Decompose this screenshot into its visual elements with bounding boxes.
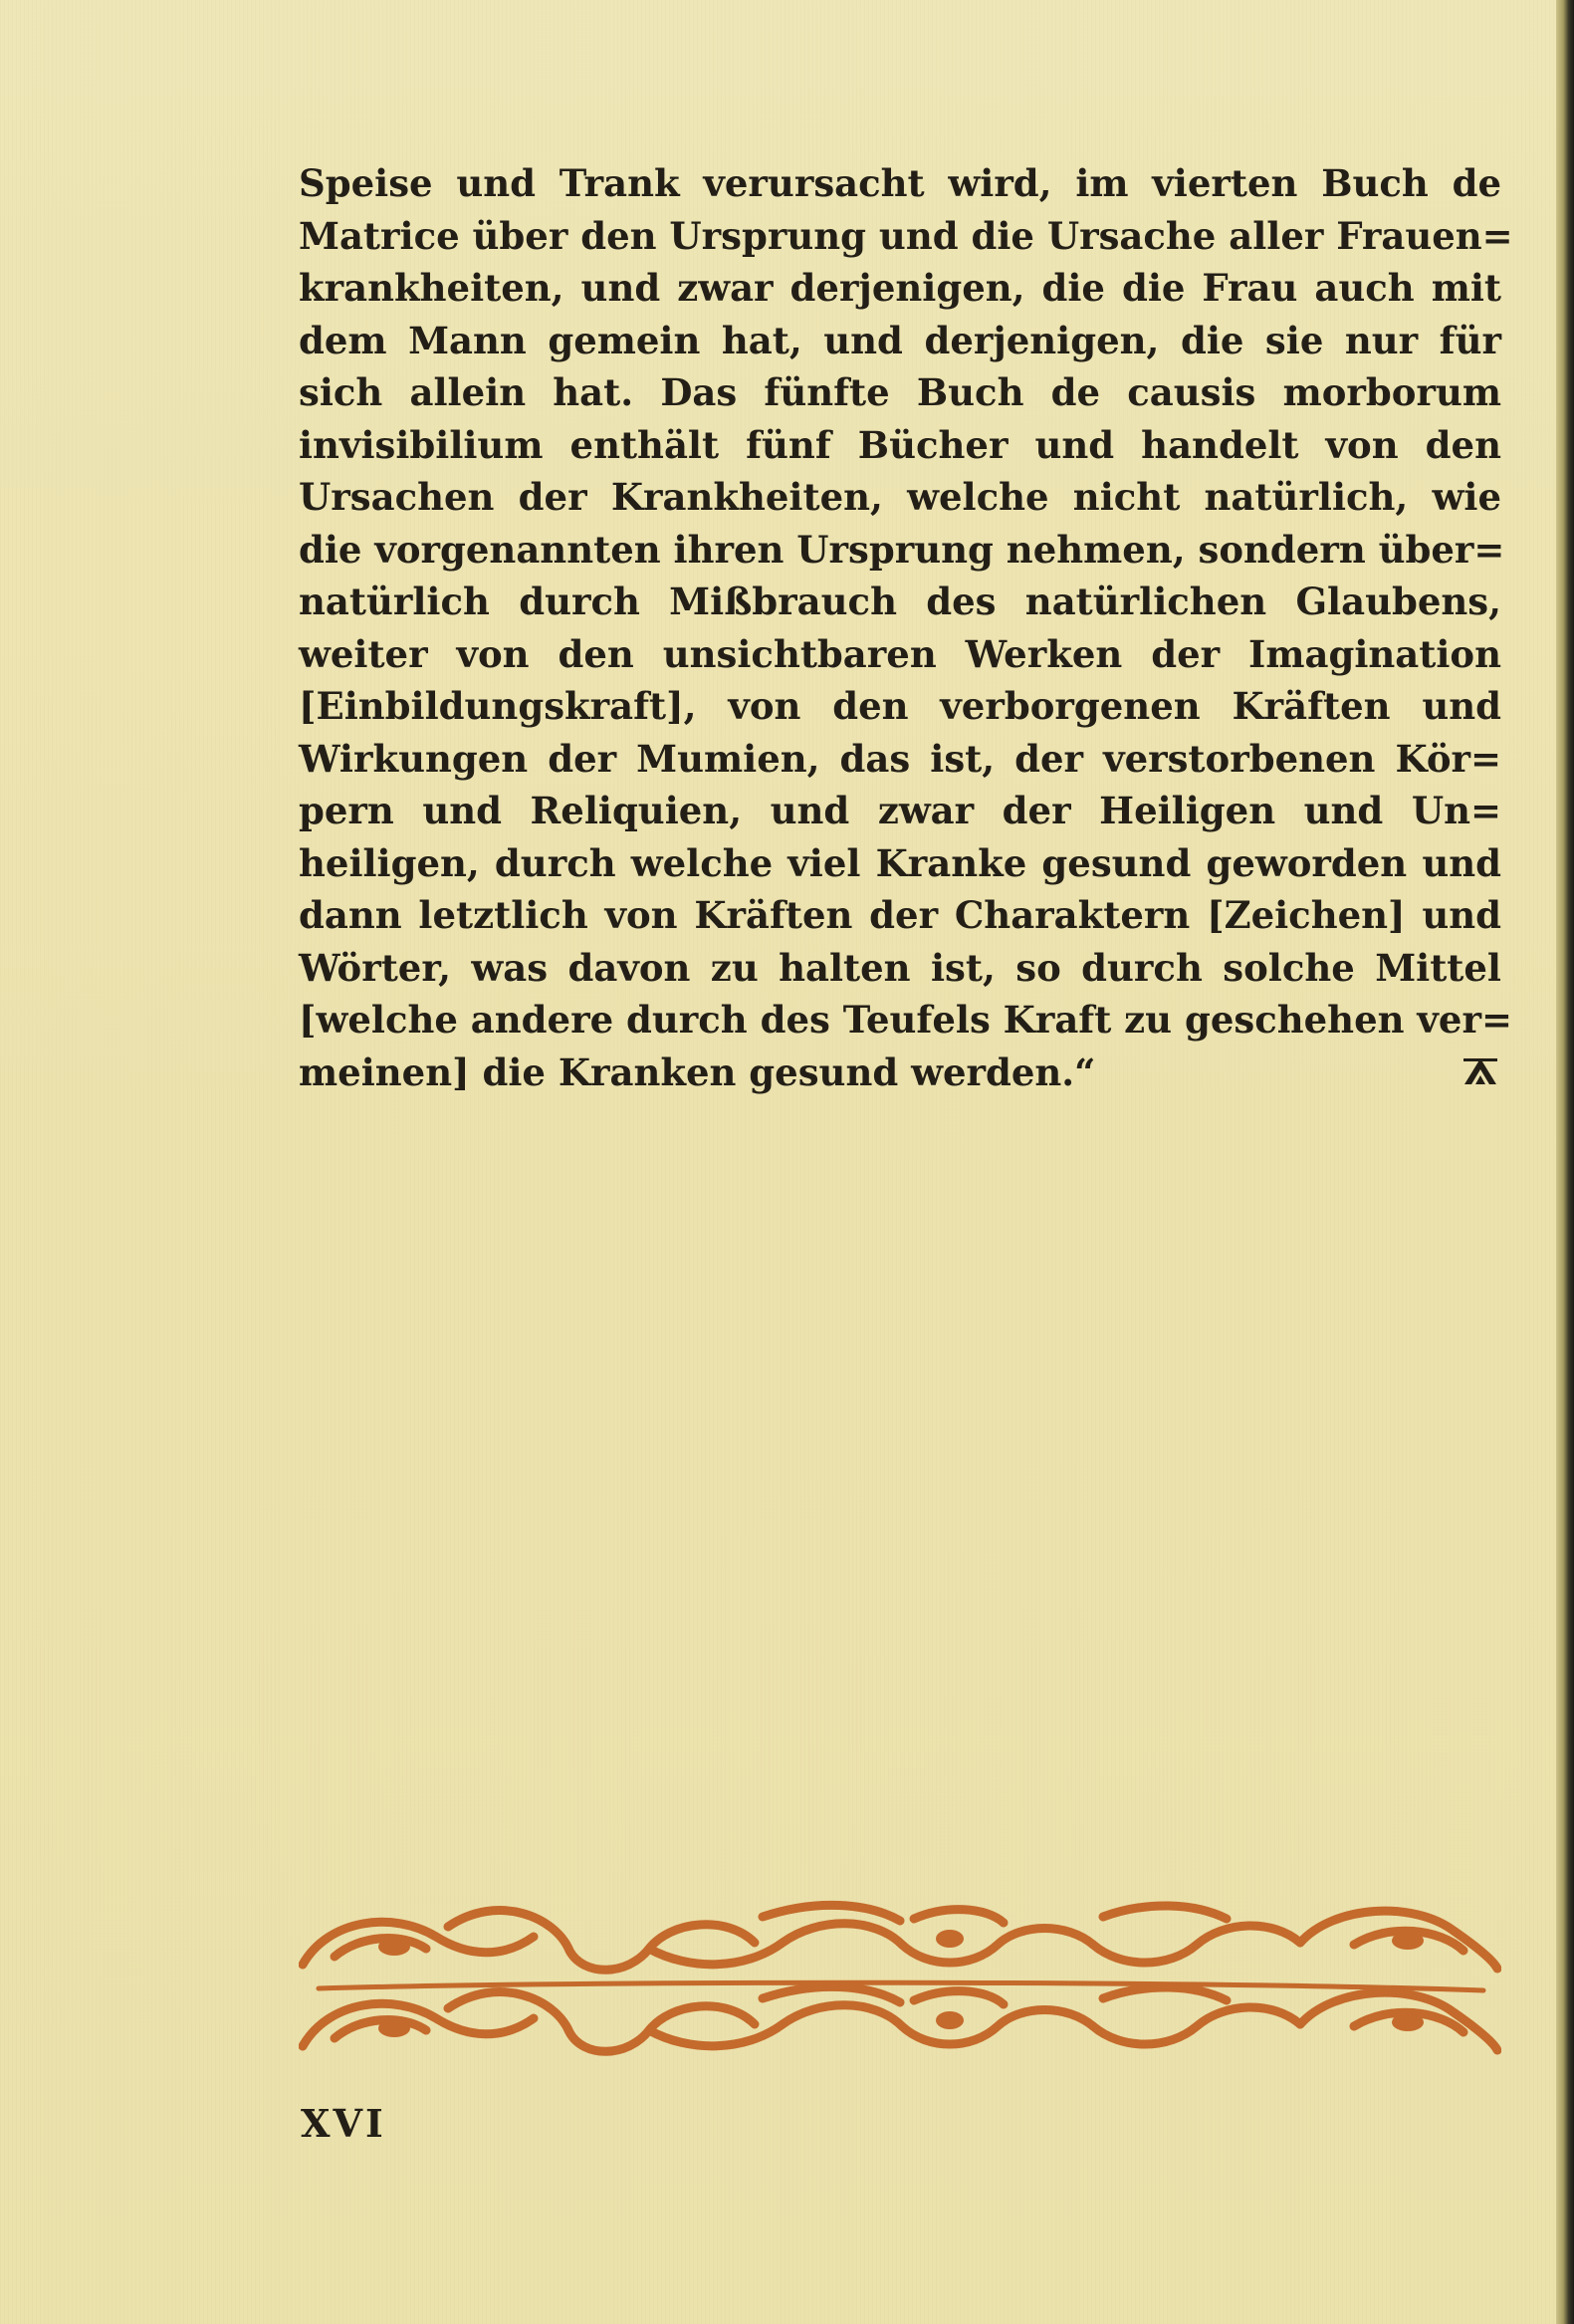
final-line-text: meinen] die Kranken gesund werden.“ [299, 1049, 1096, 1094]
text-line: [welche andere durch des Teufels Kraft zu geschehen ver= [299, 998, 1512, 1042]
printer-mark-icon [1463, 1056, 1497, 1086]
body-text [299, 157, 1513, 1098]
text-line: dann letztlich von Kräften der Charaktern [Zeichen] und [299, 893, 1501, 937]
text-line: sich allein hat. Das fünfte Buch de causis morborum [299, 370, 1501, 414]
text-line: die vorgenannten ihren Ursprung nehmen, sondern über= [299, 527, 1505, 572]
text-line: Ursachen der Krankheiten, welche nicht natürlich, wie [299, 475, 1501, 519]
text-line: Wirkungen der Mumien, das ist, der verstorbenen Kör= [299, 736, 1501, 781]
page-edge-shadow [1556, 0, 1574, 2324]
text-line: Matrice über den Ursprung und die Ursache aller Frauen= [299, 213, 1513, 258]
text-line: pern und Reliquien, und zwar der Heiligen und Un= [299, 789, 1501, 832]
text-line: Wörter, was davon zu halten ist, so durch solche Mittel [299, 945, 1501, 990]
decorative-border-ornament [299, 1897, 1501, 2066]
text-line: Speise und Trank verursacht wird, im vierten Buch de [299, 161, 1501, 205]
text-line: heiligen, durch welche viel Kranke gesund geworden und [299, 840, 1501, 885]
text-line: invisibilium enthält fünf Bücher und handelt von den [299, 422, 1501, 467]
page-number: XVI [301, 2101, 386, 2146]
text-line: dem Mann gemein hat, und derjenigen, die sie nur für [299, 318, 1501, 362]
text-line-final [299, 1046, 1501, 1099]
text-line: [Einbildungskraft], von den verborgenen Kräften und [299, 684, 1501, 728]
text-line: krankheiten, und zwar derjenigen, die die Frau auch mit [299, 266, 1501, 310]
text-line: weiter von den unsichtbaren Werken der Imagination [299, 631, 1501, 676]
text-line: natürlich durch Mißbrauch des natürlichen Glaubens, [299, 580, 1501, 623]
